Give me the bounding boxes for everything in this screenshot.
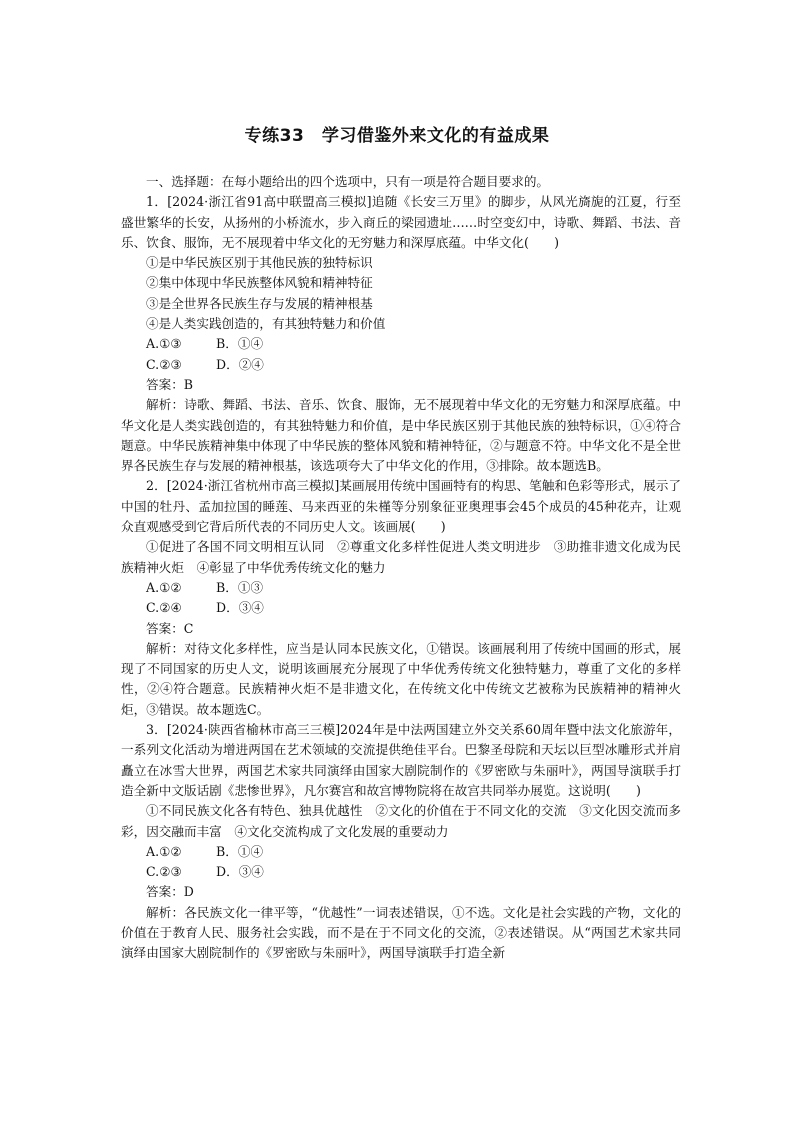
question-3-options-row-1 [121,842,681,862]
question-1-item-2: ②集中体现中华民族整体风貌和精神特征 [146,275,373,291]
question-1-item-4: ④是人类实践创造的，有其独特魅力和价值 [146,316,386,332]
question-3-stem: 3．[2024·陕西省榆林市高三三模]2024年是中法两国建立外交关系60周年暨中法文化旅游年，一系列文化活动为增进两国在艺术领域的交流提供绝佳平台。巴黎圣母院和天坛以巨型冰雕形式并肩矗立在冰雪大世界，两国艺术家共同演绎由国家大剧院制作的《罗密欧与朱丽叶》，两国导演联手打造全新中文版话剧《悲惨世界》，凡尔赛宫和故宫博物院将在故宫共同举办展览。这说明( ) [121,722,681,798]
option-b: B．①③ [216,579,264,595]
question-2-stem: 2．[2024·浙江省杭州市高三模拟]某画展用传统中国画特有的构思、笔触和色彩等形式，展示了中国的牡丹、孟加拉国的睡莲、马来西亚的朱槿等分别象征亚奥理事会45个成员的45种花卉，让观众直观感受到它背后所代表的不同历史人文。该画展( ) [121,478,681,535]
option-b: B．①④ [216,843,264,859]
option-b: B．①④ [216,336,264,352]
question-3-analysis: 解析：各民族文化一律平等，“优越性”一词表述错误，①不选。文化是社会实践的产物，文化的价值在于教育人民、服务社会实践，而不是在于不同文化的交流，②表述错误。从“两国艺术家共同演绎由国家大剧院制作的《罗密欧与朱丽叶》，两国导演联手打造全新 [121,904,681,961]
question-2-items: ①促进了各国不同文明相互认同 ②尊重文化多样性促进人类文明进步 ③助推非遗文化成为民族精神火炬 ④彰显了中华优秀传统文化的魅力 [121,539,681,575]
option-c: C.②③ [146,864,182,880]
question-1-item-1: ①是中华民族区别于其他民族的独特标识 [146,255,373,271]
option-a: A.①② [146,843,182,859]
question-2-options-row-1 [121,578,681,598]
question-2-options-row-2 [121,598,681,618]
question-3-options-row-2 [121,862,681,882]
question-1-stem: 1．[2024·浙江省91高中联盟高三模拟]追随《长安三万里》的脚步，从风光旖旎的江夏，行至盛世繁华的长安，从扬州的小桥流水，步入商丘的梁园遗址……时空变幻中，诗歌、舞蹈、书法、音乐、饮食、服饰，无不展现着中华文化的无穷魅力和深厚底蕴。中华文化( ) [121,194,681,250]
question-1-options-row-2 [121,355,681,375]
question-3-items: ①不同民族文化各有特色、独具优越性 ②文化的价值在于不同文化的交流 ③文化因交流而多彩，因交融而丰富 ④文化交流构成了文化发展的重要动力 [121,803,681,839]
option-c: C.②④ [146,600,182,616]
section-heading: 一、选择题：在每小题给出的四个选项中，只有一项是符合题目要求的。 [146,174,549,189]
question-2-answer: 答案：C [146,620,194,636]
option-a: A.①③ [146,336,182,352]
question-1-options-row-1 [121,334,681,354]
question-2-analysis: 解析：对待文化多样性，应当是认同本民族文化，①错误。该画展利用了传统中国画的形式，展现了不同国家的历史人文，说明该画展充分展现了中华优秀传统文化独特魅力，尊重了文化的多样性，②④符合题意。民族精神火炬不是非遗文化，在传统文化中传统文艺被称为民族精神的精神火炬，③错误。故本题选C。 [121,640,681,717]
question-1-analysis: 解析：诗歌、舞蹈、书法、音乐、饮食、服饰，无不展现着中华文化的无穷魅力和深厚底蕴。中华文化是人类实践创造的，有其独特魅力和价值，是中华民族区别于其他民族的独特标识，①④符合题意。中华民族精神集中体现了中华民族的整体风貌和精神特征，②与题意不符。中华文化不是全世界各民族生存与发展的精神根基，该选项夸大了中华文化的作用，③排除。故本题选B。 [121,397,681,474]
option-d: D．③④ [216,600,264,616]
option-d: D．③④ [216,864,264,880]
question-1-item-3: ③是全世界各民族生存与发展的精神根基 [146,295,373,311]
page-title: 专练33 学习借鉴外来文化的有益成果 [244,126,550,146]
option-c: C.②③ [146,356,182,372]
question-3-answer: 答案：D [146,884,194,900]
option-d: D．②④ [216,356,264,372]
option-a: A.①② [146,579,182,595]
document-body [121,172,681,964]
question-1-answer: 答案：B [146,376,194,392]
